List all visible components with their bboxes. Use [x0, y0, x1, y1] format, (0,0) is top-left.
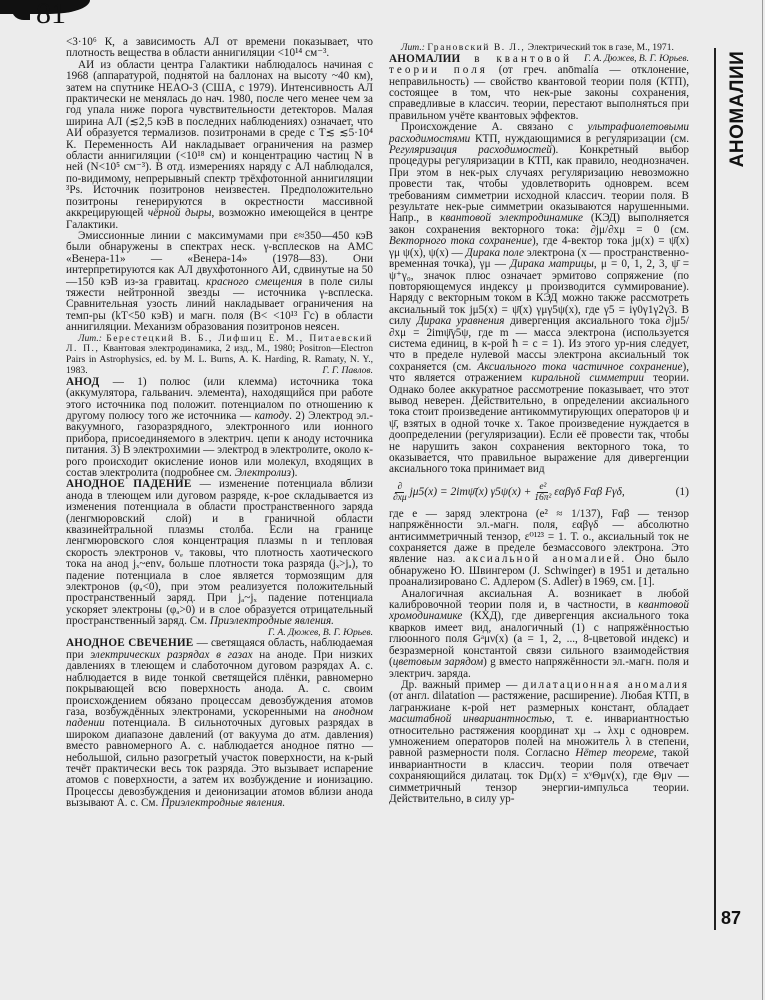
reference-list: Лит.: Берестецкий В. Б., Лифшиц Е. М., Питаевский Л. П., Квантовая электродинамика, 2 изд., М., 1980; Positron—Electron Pairs in Astrophysics, ed. by M. L. Burns, A. K. Harding, R. Ramaty, N. Y., 1983. Г. Г. Павлов.	[66, 332, 373, 376]
author-signature: Г. А. Дюжев, В. Г. Юрьев.	[267, 626, 373, 638]
scan-artifact-2	[12, 10, 30, 20]
link-dirac-field[interactable]: Дирака поле	[465, 246, 524, 259]
author-signature: Г. А. Дюжев, В. Г. Юрьев.	[583, 52, 689, 64]
page-number: 87	[721, 908, 742, 928]
paragraph-annihilation-density: <3·10⁶ К, а зависимость АЛ от времени показывает, что плотность вещества в области аннигиляции <10¹⁴ см⁻³.	[66, 36, 373, 60]
link-qcd[interactable]: квантовой хромодинамике	[389, 599, 689, 623]
link-vector-current[interactable]: Векторного тока сохранение	[389, 235, 532, 248]
equation-1: $\frac{\partial}{\partial x\mu}$ jμ5(x) = 2imψ̄(x) γ5ψ(x) + $\frac{\text{e²}}{\text{16π²}}$ εαβγδ Fαβ Fγδ, (1)	[393, 481, 689, 503]
equation-number: (1)	[675, 485, 689, 498]
paragraph-qcd: Аналогичная аксиальная А. возникает в любой калибровочной теории поля и, в частности, в квантовой хромодинамике (КХД), где дивергенция аксиального тока кварков имеет вид, аналогичный (1) с напряжённостью глюонного поля Gᵃμν(x) (a = 1, 2, ..., 8-цветовой индекс) и безразмерной константой связи сильного взаимодействия (цветовым зарядом) g вместо напряжённости эл.-магн. поля и электрич. заряда.	[389, 587, 689, 680]
link-electrolysis[interactable]: Электролиз	[234, 467, 291, 479]
entry-anod: АНОД — 1) полюс (или клемма) источника тока (аккумулятора, гальванич. элемента), находящийся при работе этого источника под положит. потенциалом по отношению к другому полюсу того же источника — катоду. 2) Электрод эл.-вакуумного, газоразрядного, электронного или ионного прибора, присоединяемого в электрич. цепи к аноду источника питания. 3) В электрохимии — электрод в электролите, около к-рого происходит окисление ионов или молекул, входящих в состав электролита (подробнее см. Электролиз).	[66, 375, 373, 479]
link-noether-theorem[interactable]: Нётер теореме	[575, 747, 654, 760]
entry-anode-glow: АНОДНОЕ СВЕЧЕНИЕ — светящаяся область, наблюдаемая при электрических разрядах в газах на аноде. При низких давлениях в тлеющем и слаботочном дуговом разрядах А. с. наблюдается в виде тонкой светящейся плёнки, равномерно покрывающей всю поверхность анода. А. с. своим происхождением обязано процессам девозбуждения атомов газа, возбуждённых электронами, ускоренными на анодном падении потенциала. В сильноточных дуговых разрядах в широком диапазоне давлений (от вакуума до атм. давления) вместо равномерного А. с. наблюдается анодное пятно — небольшой, сильно разогретый участок поверхности, на к-рый течёт практически весь ток разряда. Это вызывает испарение атомов с поверхности, а затем их возбуждение и ионизацию. Процессы девозбуждения и деионизации атомов вблизи анода вызывают А. с. См. Приэлектродные явления.	[66, 637, 374, 810]
paragraph-galactic-center: АИ из области центра Галактики наблюдалось начиная с 1968 (аппаратурой, поднятой на баллонах на высоту ~40 км), затем на спутнике HEAO-3 (США, с 1979). Интенсивность АЛ практически не менялась до нач. 1980, после чего менее чем за год упала ниже порога чувствительности детекторов. Малая ширина АЛ (≲2,5 кэВ в последних наблюдениях) означает, что АИ образуется термализов. позитронами в среде с T≲ ≲5·10⁴ К. Переменность АИ накладывает ограничения на размер области аннигиляции (<10¹⁸ см) и концентрацию частиц N в ней (N<10⁵ см⁻³). В отд. измерениях наряду с АЛ наблюдался, по-видимому, непрерывный спектр трёхфотонной аннигиляции ³Ps. Источник позитронов неизвестен. Предположительно позитроны генерируются в окрестности массивной аккрецирующей чёрной дыры, возможно имеющейся в центре Галактики.	[66, 58, 373, 231]
link-dirac-equation[interactable]: Дирака уравнения	[416, 315, 505, 328]
fraction: $\frac{\partial}{\partial x\mu}$	[393, 481, 407, 503]
left-column	[66, 37, 373, 810]
link-regularization[interactable]: Регуляризация расходимостей	[389, 144, 552, 157]
link-uv-divergences[interactable]: ультрафиолетовыми расходимостями	[389, 121, 689, 145]
link-near-electrode-phenomena[interactable]: Приэлектродные явления.	[161, 797, 286, 810]
headword-anode-fall: АНОДНОЕ ПАДЕНИЕ	[66, 478, 192, 491]
entry-anomalies: АНОМАЛИИ в квантовой теории поля (от греч. anōmalía — отклонение, неправильность) — свойство квантовой теории поля (КТП), состоящее в том, что нек-рые законы сохранения, справедливые в классич. теории, перестают выполняться при правильном учёте квантовых эффектов.	[389, 52, 689, 122]
link-near-electrode-phenomena[interactable]: Приэлектродные явления.	[209, 615, 334, 628]
headword-anode-glow: АНОДНОЕ СВЕЧЕНИЕ	[66, 637, 194, 650]
headword-anomalies: АНОМАЛИИ	[389, 52, 461, 65]
link-cathode[interactable]: катоду	[254, 409, 290, 422]
link-chiral-symmetry[interactable]: киральной симметрии	[531, 372, 644, 385]
paragraph-emission-lines: Эмиссионные линии с максимумами при ε≈350—450 кэВ были обнаружены в спектрах неск. γ-всплесков на АМС «Венера-11» — «Венера-14» (1978—83). Они интерпретируются как АЛ двухфотонного АИ, сдвинутые на 50—150 кэВ из-за гравитац. красного смещения в поле силы тяжести нейтронной звезды — источника γ-всплеска. Сравнительная узость линий накладывает ограничения на темп-ры (kT<50 кэВ) и магн. поля (B< <10¹³ Гс) в области аннигиляции. Механизм образования позитронов неясен.	[66, 229, 373, 334]
link-scale-invariance[interactable]: масштабной инвариантностью	[389, 713, 553, 726]
link-redshift[interactable]: красного смещения	[206, 275, 303, 288]
page-edge	[762, 0, 763, 1000]
link-color-charge[interactable]: цветовым зарядом	[392, 656, 484, 669]
author-signature: Г. Г. Павлов.	[322, 364, 373, 376]
column-rule	[714, 48, 716, 930]
running-head: АНОМАЛИИ	[727, 50, 748, 167]
paragraph-origin: Происхождение А. связано с ультрафиолетовыми расходимостями КТП, нуждающимися в регуляризации (см. Регуляризация расходимостей). Конкретный выбор процедуры регуляризации в КТП, как правило, неоднозначен. При этом в нек-рых случаях регуляризацию невозможно провести так, чтобы удовлетворить одноврем. всем требованиям симметрии исходной классич. теории поля. В результате нек-рые симметрии оказываются нарушенными. Напр., в квантовой электродинамике (КЭД) выполняется закон сохранения векторного тока: ∂jμ/∂xμ = 0 (см. Векторного тока сохранение), где 4-вектор тока jμ(x) = ψ̄(x) γμ ψ(x), ψ(x) — Дирака поле электрона (x — пространственно-временная точка), γμ — Дирака матрицы, μ = 0, 1, 2, 3, ψ̄ = ψ⁺γ₀, значок плюс означает эрмитово сопряжение (по повторяющемуся индексу μ производится суммирование). Наряду с векторным током в КЭД можно также рассмотреть аксиальный ток jμ5(x) = ψ̄(x) γμγ5ψ(x), где γ5 = iγ0γ1γ2γ3. В силу Дирака уравнения дивергенция аксиального тока ∂jμ5/∂xμ = 2imψ̄γ5ψ, где m — масса электрона (используется система единиц, в к-рой ħ = c = 1). Из этого ур-ния следует, что в пределе нулевой массы электрона аксиальный ток сохраняется (см. Аксиального тока частичное сохранение), что является отражением киральной симметрии теории. Однако более аккуратное рассмотрение показывает, что этот вывод неверен. Действительно, в определении аксиального тока стоит произведение антикоммутирующих операторов ψ и ψ̄, взятых в одной точке x. Такое произведение нуждается в доопределении (регуляризации). Если её провести так, чтобы не нарушить закон сохранения векторного тока, то оказывается, что правильное выражение для дивергенции аксиального тока принимает вид	[389, 121, 690, 476]
headword-anod: АНОД	[66, 375, 100, 388]
fraction: $\frac{\text{e²}}{\text{16π²}}$	[534, 481, 552, 503]
link-pcac[interactable]: Аксиального тока частичное сохранение	[477, 360, 683, 373]
reference-list: Лит.: Грановский В. Л., Электрический ток в газе, М., 1971. Г. А. Дюжев, В. Г. Юрьев.	[401, 42, 689, 64]
link-dirac-matrices[interactable]: Дирака матрицы	[510, 258, 594, 271]
paragraph-dilatation: Др. важный пример — дилатационная аномалия (от англ. dilatation — растяжение, расширение). Любая КТП, в лагранжиане к-рой нет размерных констант, обладает масштабной инвариантностью, т. е. инвариантностью относительно растяжения координат xμ → λxμ с одноврем. умножением операторов полей на множитель λ в степени, равной размерности поля. Согласно Нётер теореме, такой инвариантности в классич. теории поля отвечает сохраняющийся дилатац. ток Dμ(x) = xᵛΘμν(x), где Θμν — симметричный тензор энергии-импульса теории. Действительно, в силу ур-	[389, 678, 689, 805]
link-gas-discharges[interactable]: электрических разрядах в газах	[90, 648, 253, 661]
link-qed[interactable]: квантовой электродинамике	[440, 212, 583, 225]
scan-page-number: 81	[36, 0, 66, 30]
link-black-hole[interactable]: чёрной дыры	[147, 207, 212, 220]
entry-anode-fall: АНОДНОЕ ПАДЕНИЕ — изменение потенциала вблизи анода в тлеющем или дуговом разряде, к-рое складывается из изменения потенциала в области пространственного заряда (ленгмюровский слой) и в граничной области квазинейтральной плазмы столба. Если на границе ленгмюровского слоя концентрация плазмы n и тепловая скорость электронов vₑ таковы, что плотность хаотического тока на анод jₓ~envₑ больше плотности тока разряда (jₓ>jₐ), то падение потенциала в слое является тормозящим для электронов (φₐ<0), при этом реализуется положительный пространственный заряд. При jₐ~jₓ падение потенциала ускоряет электроны (φₐ>0) и в слое образуется отрицательный пространственный заряд. См. Приэлектродные явления.	[66, 478, 373, 628]
link-anode-fall[interactable]: анодном падении	[66, 705, 373, 730]
right-column	[389, 43, 689, 805]
paragraph-axial-anomaly: где e — заряд электрона (e² ≈ 1/137), Fαβ — тензор напряжённости эл.-магн. поля, εαβγδ — абсолютно антисимметричный тензор, ε⁰¹²³ = 1. Т. о., аксиальный ток не сохраняется даже в пределе безмассового электрона. Это явление наз. аксиальной аномалией. Оно было обнаружено Ю. Швингером (J. Schwinger) в 1951 и детально проанализировано С. Адлером (S. Adler) в 1969, см. [1].	[389, 507, 690, 589]
